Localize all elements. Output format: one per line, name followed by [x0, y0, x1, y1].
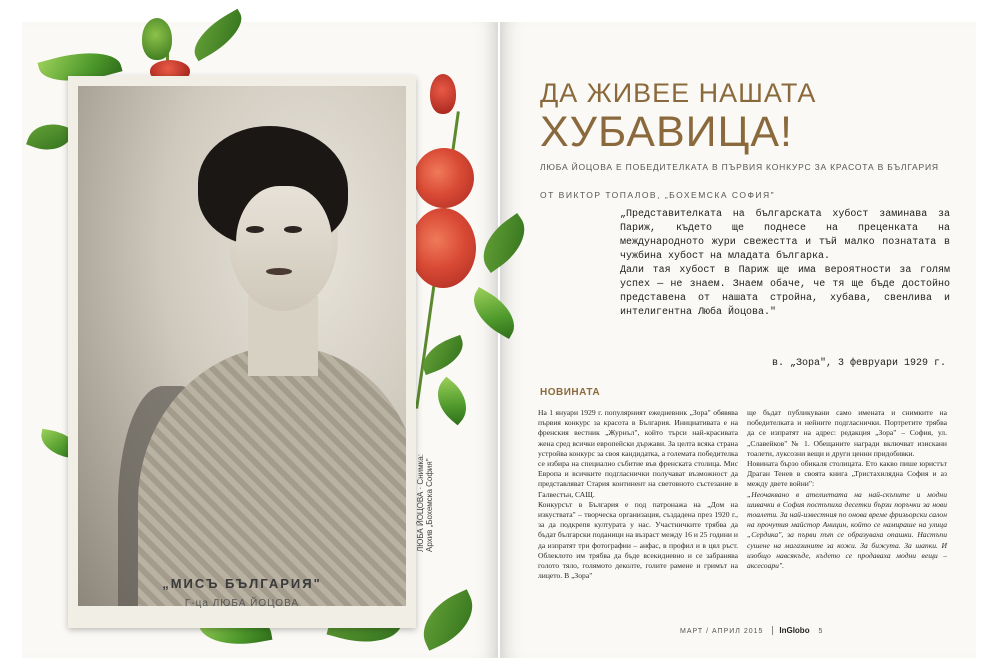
page-number: 5: [818, 628, 824, 635]
quote-source: в. „Зора", 3 февруари 1929 г.: [771, 358, 946, 369]
pull-quote: [620, 208, 950, 320]
vintage-portrait-photo: [68, 76, 416, 628]
article-title: [540, 78, 816, 156]
pull-quote-paragraph: „Представителката на българската хубост заминава за Париж, където ще поднесе на преценката на международното жури свежестта и тъй малко познатата в чужбина хубост на младата българка.: [620, 209, 950, 262]
body-column-2: [747, 408, 947, 571]
pull-quote-paragraph: Дали тая хубост в Париж ще има вероятности за голям успех — не знаем. Знаем обаче, че тя ще бъде достойно представена от нашата стройна, хубава, свенлива и интелигентна Люба Йоцова.": [620, 265, 950, 318]
section-heading: НОВИНАТА: [540, 387, 601, 398]
article-title-line-1: ДА ЖИВЕЕ НАШАТА: [540, 78, 817, 108]
body-column-1: [538, 408, 738, 581]
article-subtitle: ЛЮБА ЙОЦОВА Е ПОБЕДИТЕЛКАТА В ПЪРВИЯ КОНКУРС ЗА КРАСОТА В БЪЛГАРИЯ: [540, 162, 939, 172]
photo-credit: ЛЮБА ЙОЦОВА · Снимка: Архив „Бохемска София": [416, 454, 434, 552]
photo-caption-name: Г-ца ЛЮБА ЙОЦОВА: [184, 598, 300, 609]
page-footer: [680, 626, 823, 635]
article-title-line-2: ХУБАВИЦА!: [540, 108, 793, 156]
body-paragraph: Конкурсът в България е под патронажа на „Дом на изкуствата" – творческа организация, създадена през 1920 г., за да подкрепя културата у нас. Участничките трябва да бъдат български поданици на възраст между 16 и 25 години и да изпратят три фотографии – анфас, в профил и в цял ръст. Облеклото им трябва да бъде всекидневно и се забранява голото тяло, голямото деколте, голите рамене и гримът на лицето. В „Зора": [538, 499, 738, 581]
portrait-image: [78, 86, 406, 606]
article-byline: ОТ ВИКТОР ТОПАЛОВ, „БОХЕМСКА СОФИЯ": [540, 190, 776, 200]
issue-date: МАРТ / АПРИЛ 2015: [680, 628, 764, 635]
body-paragraph: ще бъдат публикувани само имената и снимките на победителката и нейните подгласнички. Портретите трябва да се изпратят на адрес: редакция „Зора" – София, ул. „Славейков" № 1. Обещаните награди включват изискани тоалети, луксозни вещи и други ценни придобивки.: [747, 408, 947, 458]
body-quote-paragraph: „Неочаквано в ателиетата на най-скъпите и модни шивачки в София постъпиха десетки бързи поръчки за нови тоалети. За най-известния по онова време фризьорски салон на прочутия майстор Аницин, който се намираше на улица „Сердика", за първи път се образуваха опашки. Настъпи сушене на магазините за кожи. За бижута. За шапки. И изобщо навсякъде, където се продаваха модни вещи – аксесоари".: [747, 489, 947, 571]
photo-caption-title: „МИСЪ БЪЛГАРИЯ": [162, 576, 322, 591]
body-paragraph: Новината бързо обикаля столицата. Ето какво пише юристът Драган Тенев в своята книга „Тристахилядна София и аз между двете войни":: [747, 459, 947, 489]
body-paragraph: На 1 януари 1929 г. популярният ежедневник „Зора" обявява първия конкурс за красота в България. Инициативата е на френския вестник „Журнъл", който търси най-красивата жена сред всички европейски държави. За целта всяка страна устройва конкурс за своя кандидатка, а големата победителка се избира на специално събитие във френската столица. Мис Европа и всичките подгласнички получават възможност да представляват Стария континент на световното състезание в Галвестън, САЩ.: [538, 408, 738, 499]
magazine-brand: InGlobo: [772, 626, 809, 635]
